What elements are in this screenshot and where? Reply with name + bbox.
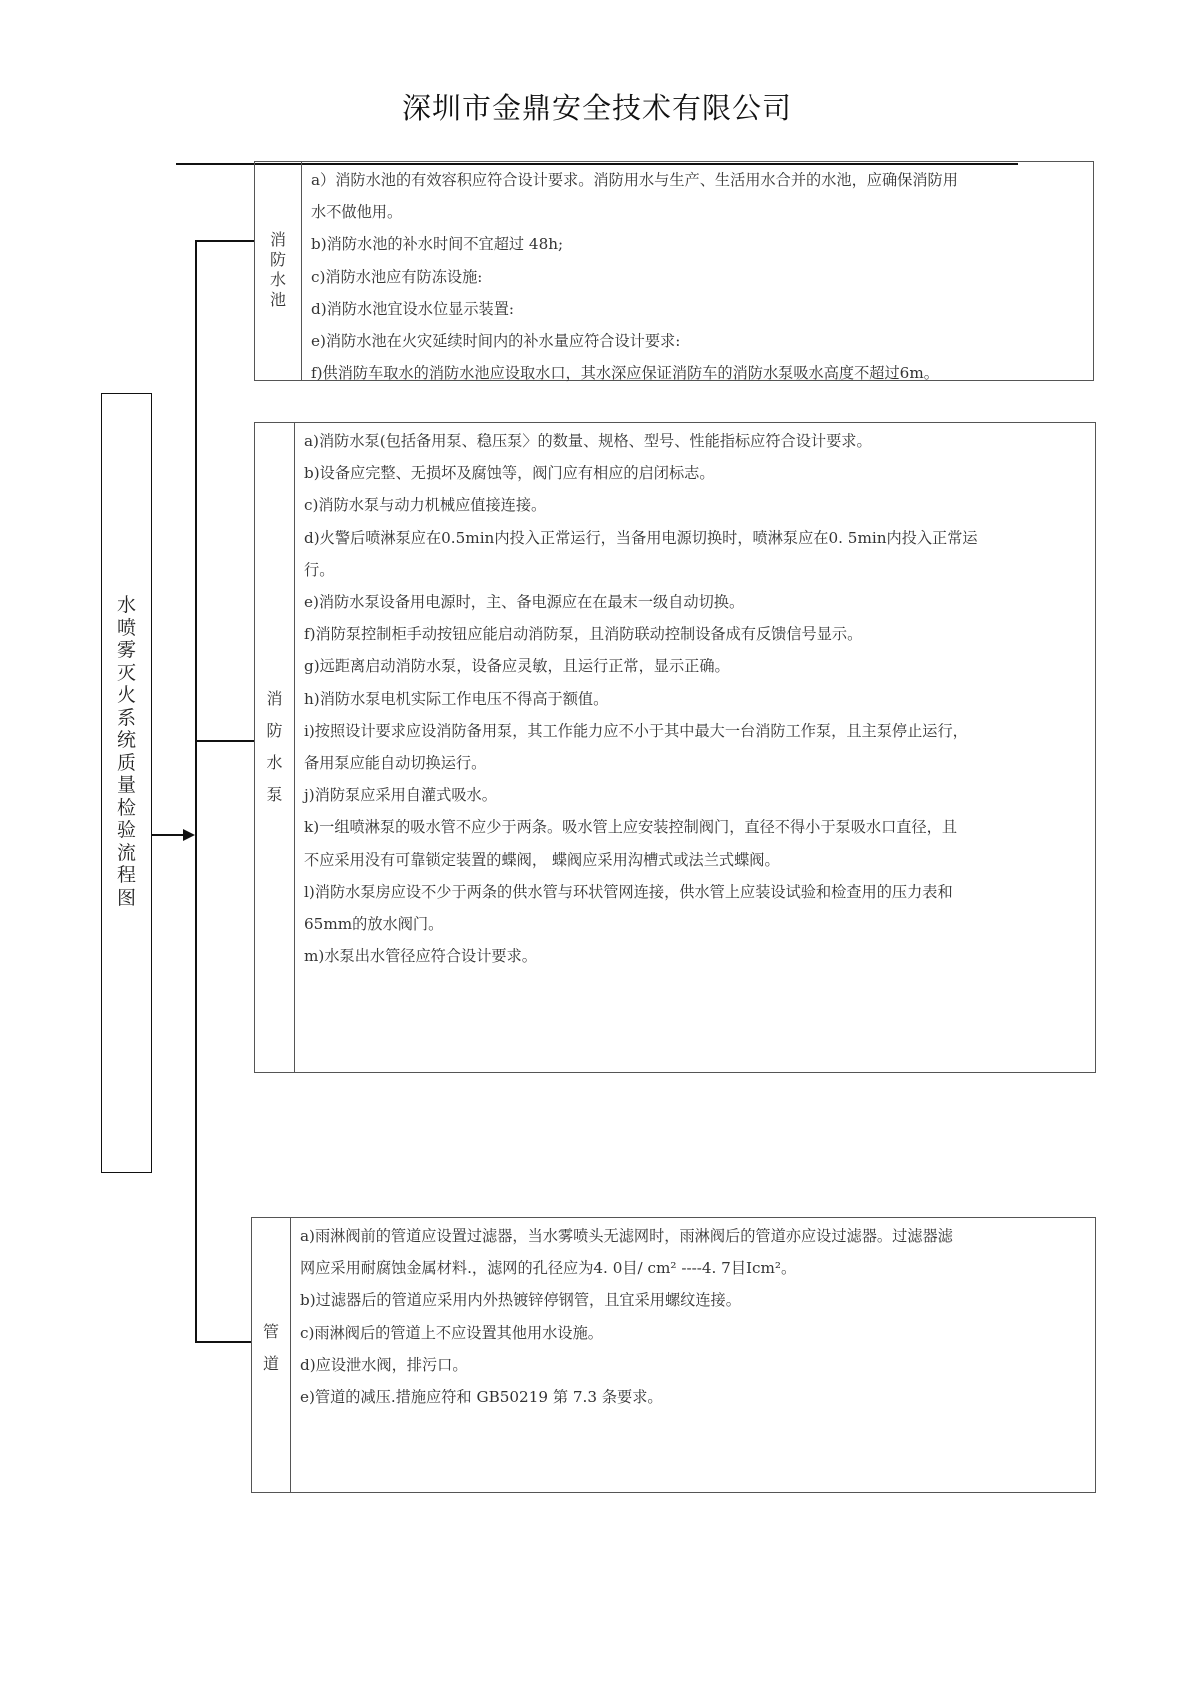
- vertical-char: 泵: [266, 785, 283, 804]
- section-label-cell: [255, 423, 295, 1072]
- vertical-char: 防: [269, 250, 286, 269]
- requirement-line: 行。: [304, 560, 335, 579]
- connector-branch-pool: [195, 240, 254, 242]
- requirement-line: g)远距离启动消防水泵，设备应灵敏，且运行正常，显示正确。: [304, 657, 730, 676]
- section-label: [255, 230, 301, 310]
- arrow-right-icon: [183, 829, 195, 841]
- section-label-cell: [255, 162, 302, 380]
- requirement-line: 65mm的放水阀门。: [304, 915, 444, 934]
- requirement-line: e)管道的减压.措施应符和 GB50219 第 7.3 条要求。: [300, 1388, 663, 1407]
- vertical-char: 统: [116, 729, 136, 751]
- section-pipeline: [251, 1217, 1096, 1493]
- requirement-line: 网应采用耐腐蚀金属材料.，滤网的孔径应为4. 0目/ cm² ----4. 7目Icm²。: [300, 1259, 797, 1278]
- vertical-char: 消: [266, 689, 283, 708]
- vertical-char: 管: [262, 1322, 279, 1341]
- requirement-line: c)雨淋阀后的管道上不应设置其他用水设施。: [300, 1323, 603, 1342]
- vertical-char: 质: [116, 751, 136, 774]
- requirement-line: c)消防水泵与动力机械应值接连接。: [304, 496, 547, 515]
- vertical-char: 图: [116, 886, 136, 909]
- requirement-line: d)火警后喷淋泵应在0.5min内投入正常运行，当备用电源切换时，喷淋泵应在0. 5min内投入正常运: [304, 528, 978, 547]
- requirement-line: d)应设泄水阀，排污口。: [300, 1355, 468, 1374]
- requirement-line: 备用泵应能自动切换运行。: [304, 754, 487, 773]
- vertical-char: 流: [116, 841, 136, 864]
- requirement-line: a）消防水池的有效容积应符合设计要求。消防用水与生产、生活用水合并的水池，应确保消防用: [311, 171, 958, 189]
- connector-arrow-line: [152, 834, 184, 836]
- section-items: [311, 164, 1085, 389]
- section-label: [255, 683, 294, 811]
- requirement-line: 水不做他用。: [311, 203, 403, 222]
- connector-branch-pump: [195, 740, 254, 742]
- requirement-line: b)消防水池的补水时间不宜超过 48h;: [311, 235, 564, 254]
- vertical-char: 防: [266, 721, 283, 740]
- vertical-char: 程: [116, 864, 136, 886]
- requirement-line: k)一组喷淋泵的吸水管不应少于两条。吸水管上应安装控制阀门，直径不得小于泵吸水口直径，且: [304, 818, 958, 837]
- vertical-char: 消: [269, 230, 286, 249]
- section-fire-pool: [254, 161, 1094, 381]
- section-items: [304, 425, 1087, 972]
- root-process-label: [102, 594, 151, 909]
- section-fire-pump: [254, 422, 1096, 1073]
- connector-branch-pipe: [195, 1341, 251, 1343]
- requirement-line: a)消防水泵(包括备用泵、稳压泵〉的数量、规格、型号、性能指标应符合设计要求。: [304, 432, 872, 450]
- requirement-line: 不应采用没有可靠锁定装置的蝶阀， 蝶阀应采用沟槽式或法兰式蝶阀。: [304, 850, 780, 869]
- root-process-box: [101, 393, 152, 1173]
- requirement-line: b)过滤器后的管道应采用内外热镀锌停钢管，且宜采用螺纹连接。: [300, 1291, 741, 1310]
- vertical-char: 灭: [116, 661, 136, 684]
- requirement-line: i)按照设计要求应设消防备用泵，其工作能力应不小于其中最大一台消防工作泵，且主泵停止运行，: [304, 721, 968, 740]
- section-label: [252, 1316, 290, 1380]
- vertical-char: 水: [266, 753, 283, 772]
- vertical-char: 水: [269, 270, 286, 289]
- requirement-line: e)消防水池在火灾延续时间内的补水量应符合设计要求:: [311, 332, 681, 351]
- section-items: [300, 1220, 1087, 1413]
- requirement-line: c)消防水池应有防冻设施:: [311, 267, 483, 286]
- vertical-char: 池: [269, 290, 286, 309]
- requirement-line: f)供消防车取水的消防水池应设取水口，其水深应保证消防车的消防水泵吸水高度不超过6m。: [311, 364, 939, 383]
- requirement-line: d)消防水池宜设水位显示装置:: [311, 299, 515, 318]
- vertical-char: 水: [116, 594, 136, 616]
- requirement-line: m)水泵出水管径应符合设计要求。: [304, 947, 537, 966]
- requirement-line: a)雨淋阀前的管道应设置过滤器，当水雾喷头无滤网时，雨淋阀后的管道亦应设过滤器。过滤器滤: [300, 1227, 953, 1245]
- connector-trunk: [195, 240, 197, 1343]
- requirement-line: j)消防泵应采用自灌式吸水。: [304, 786, 497, 805]
- section-label-cell: [252, 1218, 291, 1492]
- requirement-line: e)消防水泵设备用电源时，主、备电源应在在最末一级自动切换。: [304, 593, 745, 612]
- vertical-char: 雾: [116, 639, 136, 661]
- vertical-char: 验: [116, 819, 136, 841]
- vertical-char: 喷: [116, 616, 136, 639]
- vertical-char: 检: [116, 796, 136, 819]
- company-title: 深圳市金鼎安全技术有限公司: [401, 91, 792, 125]
- vertical-char: 道: [262, 1354, 279, 1373]
- vertical-char: 火: [116, 684, 136, 706]
- vertical-char: 量: [116, 774, 136, 796]
- vertical-char: 系: [116, 706, 136, 729]
- requirement-line: b)设备应完整、无损坏及腐蚀等，阀门应有相应的启闭标志。: [304, 464, 715, 483]
- requirement-line: h)消防水泵电机实际工作电压不得高于额值。: [304, 689, 609, 708]
- requirement-line: l)消防水泵房应设不少于两条的供水管与环状管网连接，供水管上应装设试验和检查用的压力表和: [304, 882, 953, 901]
- requirement-line: f)消防泵控制柜手动按钮应能启动消防泵，且消防联动控制设备成有反馈信号显示。: [304, 625, 863, 644]
